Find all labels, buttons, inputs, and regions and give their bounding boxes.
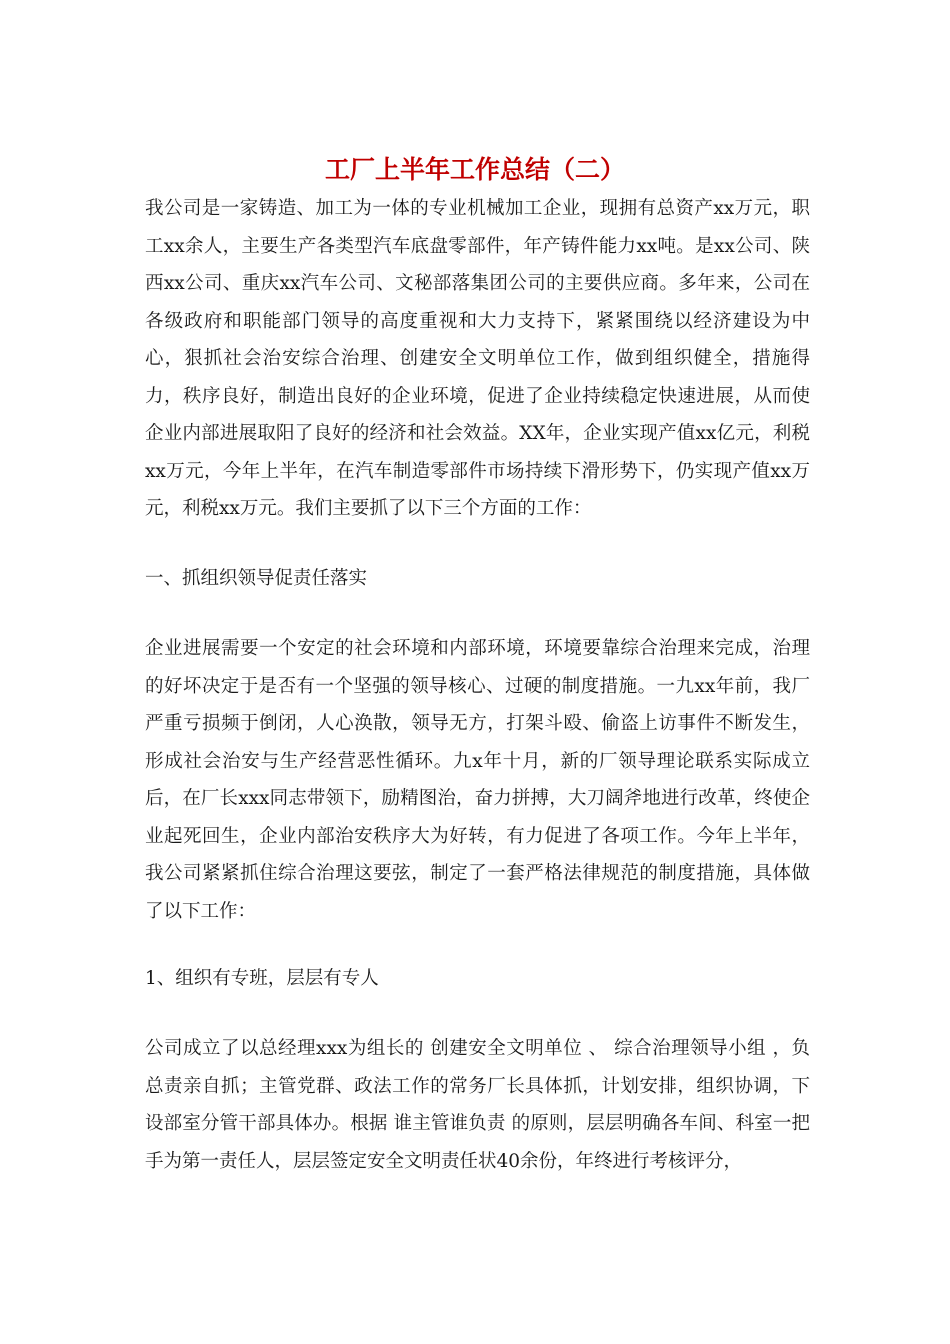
document-title: 工厂上半年工作总结（二） [324, 155, 625, 184]
subsection-heading-1: 1、组织有专班，层层有专人 [145, 968, 379, 989]
subsection-1-paragraph: 公司成立了以总经理xxx为组长的 创建安全文明单位 、 综合治理领导小组 ，负总责亲自抓；主管党群、政法工作的常务厂长具体抓，计划安排，组织协调，下设部室分管干部具体办。根据 谁主管谁负责 的原则，层层明确各车间、科室一把手为第一责任人，层层签定安全文明责任状40余份，年终进行考核评分， [145, 1038, 810, 1172]
intro-paragraph: 我公司是一家铸造、加工为一体的专业机械加工企业，现拥有总资产xx万元，职工xx余人，主要生产各类型汽车底盘零部件，年产铸件能力xx吨。是xx公司、陕西xx公司、重庆xx汽车公司、文秘部落集团公司的主要供应商。多年来，公司在各级政府和职能部门领导的高度重视和大力支持下，紧紧围绕以经济建设为中心，狠抓社会治安综合治理、创建安全文明单位工作，做到组织健全，措施得力，秩序良好，制造出良好的企业环境，促进了企业持续稳定快速进展，从而使企业内部进展取阳了良好的经济和社会效益。XX年，企业实现产值xx亿元，利税xx万元，今年上半年，在汽车制造零部件市场持续下滑形势下，仍实现产值xx万元，利税xx万元。我们主要抓了以下三个方面的工作： [145, 198, 810, 519]
section-heading-1: 一、抓组织领导促责任落实 [145, 568, 368, 589]
section-1-paragraph: 企业进展需要一个安定的社会环境和内部环境，环境要靠综合治理来完成，治理的好坏决定于是否有一个坚强的领导核心、过硬的制度措施。一九xx年前，我厂严重亏损频于倒闭，人心涣散，领导无方，打架斗殴、偷盗上访事件不断发生，形成社会治安与生产经营恶性循环。九x年十月，新的厂领导理论联系实际成立后，在厂长xxx同志带领下，励精图治，奋力拼搏，大刀阔斧地进行改革，终使企业起死回生，企业内部治安秩序大为好转，有力促进了各项工作。今年上半年，我公司紧紧抓住综合治理这要弦，制定了一套严格法律规范的制度措施，具体做了以下工作： [145, 638, 810, 922]
